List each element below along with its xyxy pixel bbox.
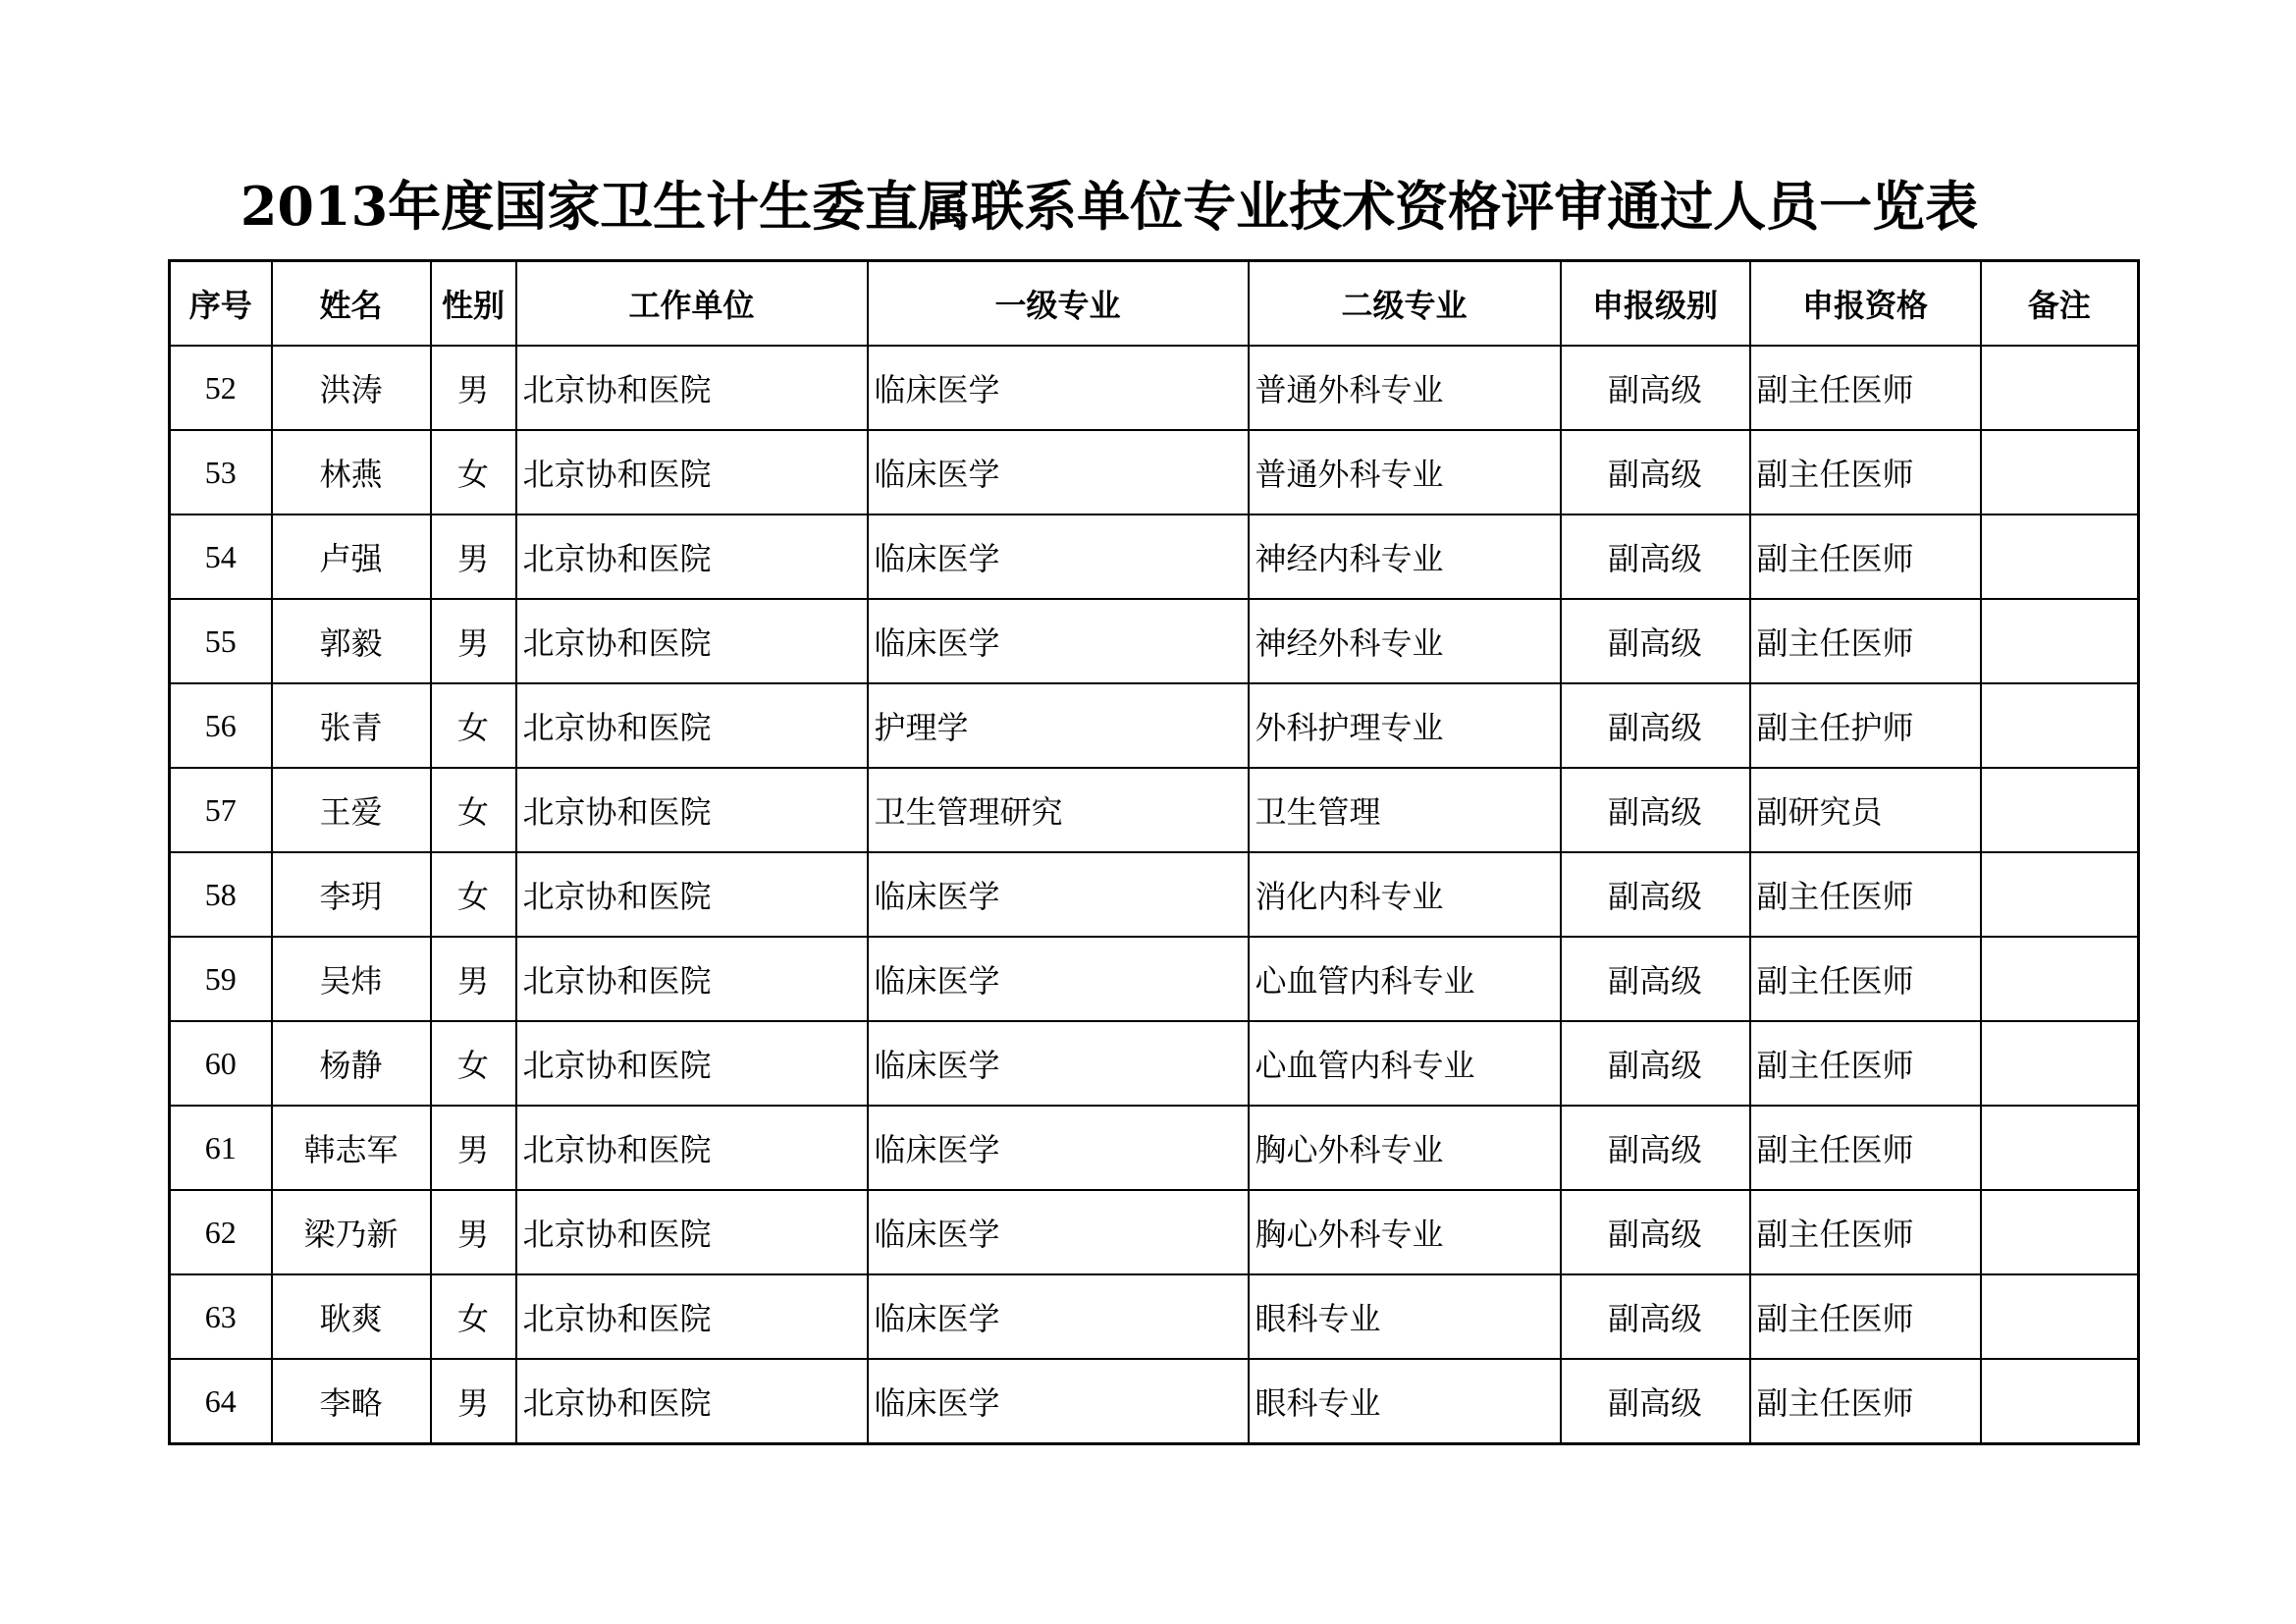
cell-gender: 男 [431, 937, 516, 1021]
cell-workplace: 北京协和医院 [516, 346, 868, 430]
cell-qualification: 副主任医师 [1750, 937, 1981, 1021]
cell-remarks [1981, 430, 2139, 514]
table-row [170, 514, 2139, 599]
cell-secondary-specialty: 神经内科专业 [1249, 514, 1561, 599]
cell-secondary-specialty: 普通外科专业 [1249, 346, 1561, 430]
cell-gender: 女 [431, 683, 516, 768]
cell-name: 杨静 [272, 1021, 431, 1106]
cell-seq: 54 [170, 514, 272, 599]
cell-level: 副高级 [1561, 346, 1750, 430]
cell-remarks [1981, 1274, 2139, 1359]
cell-qualification: 副主任医师 [1750, 1190, 1981, 1274]
cell-qualification: 副主任护师 [1750, 683, 1981, 768]
cell-gender: 女 [431, 768, 516, 852]
cell-seq: 53 [170, 430, 272, 514]
cell-name: 李玥 [272, 852, 431, 937]
header-cell-gender: 性别 [431, 261, 516, 347]
page-title: 2013年度国家卫生计生委直属联系单位专业技术资格评审通过人员一览表 [240, 175, 1979, 238]
cell-gender: 男 [431, 346, 516, 430]
cell-primary-specialty: 临床医学 [868, 852, 1249, 937]
cell-primary-specialty: 临床医学 [868, 937, 1249, 1021]
header-cell-seq: 序号 [170, 261, 272, 347]
cell-name: 吴炜 [272, 937, 431, 1021]
cell-gender: 男 [431, 1359, 516, 1444]
cell-level: 副高级 [1561, 1021, 1750, 1106]
cell-name: 耿爽 [272, 1274, 431, 1359]
cell-seq: 57 [170, 768, 272, 852]
header-cell-level: 申报级别 [1561, 261, 1750, 347]
cell-remarks [1981, 937, 2139, 1021]
header-cell-secondary-specialty: 二级专业 [1249, 261, 1561, 347]
cell-secondary-specialty: 心血管内科专业 [1249, 937, 1561, 1021]
cell-secondary-specialty: 神经外科专业 [1249, 599, 1561, 683]
cell-seq: 55 [170, 599, 272, 683]
cell-secondary-specialty: 胸心外科专业 [1249, 1190, 1561, 1274]
table-row [170, 1021, 2139, 1106]
cell-remarks [1981, 1106, 2139, 1190]
cell-name: 洪涛 [272, 346, 431, 430]
cell-primary-specialty: 临床医学 [868, 599, 1249, 683]
cell-seq: 62 [170, 1190, 272, 1274]
personnel-table [168, 259, 2140, 1445]
cell-qualification: 副主任医师 [1750, 1021, 1981, 1106]
table-body [170, 346, 2139, 1444]
cell-level: 副高级 [1561, 430, 1750, 514]
cell-seq: 58 [170, 852, 272, 937]
cell-level: 副高级 [1561, 937, 1750, 1021]
header-cell-workplace: 工作单位 [516, 261, 868, 347]
cell-seq: 61 [170, 1106, 272, 1190]
cell-name: 王爱 [272, 768, 431, 852]
cell-secondary-specialty: 眼科专业 [1249, 1359, 1561, 1444]
cell-name: 张青 [272, 683, 431, 768]
cell-level: 副高级 [1561, 1274, 1750, 1359]
cell-remarks [1981, 852, 2139, 937]
cell-name: 卢强 [272, 514, 431, 599]
cell-remarks [1981, 683, 2139, 768]
header-cell-name: 姓名 [272, 261, 431, 347]
cell-primary-specialty: 护理学 [868, 683, 1249, 768]
cell-workplace: 北京协和医院 [516, 683, 868, 768]
cell-gender: 女 [431, 852, 516, 937]
cell-gender: 男 [431, 599, 516, 683]
cell-name: 梁乃新 [272, 1190, 431, 1274]
cell-qualification: 副主任医师 [1750, 852, 1981, 937]
cell-name: 林燕 [272, 430, 431, 514]
table-row [170, 768, 2139, 852]
cell-primary-specialty: 临床医学 [868, 1106, 1249, 1190]
table-row [170, 1190, 2139, 1274]
cell-name: 郭毅 [272, 599, 431, 683]
cell-gender: 女 [431, 430, 516, 514]
cell-seq: 63 [170, 1274, 272, 1359]
table-row [170, 1359, 2139, 1444]
cell-gender: 男 [431, 514, 516, 599]
cell-level: 副高级 [1561, 768, 1750, 852]
cell-seq: 56 [170, 683, 272, 768]
table-row [170, 430, 2139, 514]
cell-gender: 男 [431, 1190, 516, 1274]
cell-workplace: 北京协和医院 [516, 1106, 868, 1190]
cell-remarks [1981, 514, 2139, 599]
cell-primary-specialty: 临床医学 [868, 1021, 1249, 1106]
cell-level: 副高级 [1561, 852, 1750, 937]
cell-qualification: 副研究员 [1750, 768, 1981, 852]
cell-qualification: 副主任医师 [1750, 1274, 1981, 1359]
table-row [170, 1106, 2139, 1190]
cell-workplace: 北京协和医院 [516, 430, 868, 514]
cell-qualification: 副主任医师 [1750, 1106, 1981, 1190]
cell-primary-specialty: 卫生管理研究 [868, 768, 1249, 852]
cell-workplace: 北京协和医院 [516, 514, 868, 599]
cell-primary-specialty: 临床医学 [868, 346, 1249, 430]
cell-workplace: 北京协和医院 [516, 1021, 868, 1106]
cell-workplace: 北京协和医院 [516, 599, 868, 683]
cell-gender: 女 [431, 1274, 516, 1359]
cell-level: 副高级 [1561, 599, 1750, 683]
cell-qualification: 副主任医师 [1750, 599, 1981, 683]
cell-remarks [1981, 768, 2139, 852]
cell-seq: 52 [170, 346, 272, 430]
table-header-row [170, 261, 2139, 347]
cell-seq: 60 [170, 1021, 272, 1106]
cell-gender: 男 [431, 1106, 516, 1190]
table-row [170, 599, 2139, 683]
cell-workplace: 北京协和医院 [516, 768, 868, 852]
cell-workplace: 北京协和医院 [516, 937, 868, 1021]
table-row [170, 937, 2139, 1021]
cell-remarks [1981, 1021, 2139, 1106]
cell-seq: 59 [170, 937, 272, 1021]
header-cell-primary-specialty: 一级专业 [868, 261, 1249, 347]
table-row [170, 683, 2139, 768]
header-cell-remarks: 备注 [1981, 261, 2139, 347]
cell-primary-specialty: 临床医学 [868, 1359, 1249, 1444]
cell-workplace: 北京协和医院 [516, 852, 868, 937]
cell-level: 副高级 [1561, 1190, 1750, 1274]
cell-primary-specialty: 临床医学 [868, 1274, 1249, 1359]
cell-secondary-specialty: 消化内科专业 [1249, 852, 1561, 937]
cell-workplace: 北京协和医院 [516, 1274, 868, 1359]
cell-workplace: 北京协和医院 [516, 1190, 868, 1274]
cell-name: 李略 [272, 1359, 431, 1444]
cell-secondary-specialty: 眼科专业 [1249, 1274, 1561, 1359]
cell-remarks [1981, 346, 2139, 430]
cell-remarks [1981, 1190, 2139, 1274]
table-row [170, 1274, 2139, 1359]
cell-qualification: 副主任医师 [1750, 346, 1981, 430]
cell-qualification: 副主任医师 [1750, 514, 1981, 599]
cell-gender: 女 [431, 1021, 516, 1106]
cell-seq: 64 [170, 1359, 272, 1444]
cell-level: 副高级 [1561, 514, 1750, 599]
cell-primary-specialty: 临床医学 [868, 514, 1249, 599]
table-row [170, 346, 2139, 430]
cell-remarks [1981, 599, 2139, 683]
cell-secondary-specialty: 胸心外科专业 [1249, 1106, 1561, 1190]
cell-remarks [1981, 1359, 2139, 1444]
cell-secondary-specialty: 普通外科专业 [1249, 430, 1561, 514]
cell-level: 副高级 [1561, 1359, 1750, 1444]
cell-workplace: 北京协和医院 [516, 1359, 868, 1444]
cell-level: 副高级 [1561, 1106, 1750, 1190]
cell-level: 副高级 [1561, 683, 1750, 768]
table-row [170, 852, 2139, 937]
cell-qualification: 副主任医师 [1750, 1359, 1981, 1444]
cell-secondary-specialty: 心血管内科专业 [1249, 1021, 1561, 1106]
cell-primary-specialty: 临床医学 [868, 1190, 1249, 1274]
cell-primary-specialty: 临床医学 [868, 430, 1249, 514]
header-cell-qualification: 申报资格 [1750, 261, 1981, 347]
cell-secondary-specialty: 卫生管理 [1249, 768, 1561, 852]
cell-name: 韩志军 [272, 1106, 431, 1190]
cell-secondary-specialty: 外科护理专业 [1249, 683, 1561, 768]
cell-qualification: 副主任医师 [1750, 430, 1981, 514]
